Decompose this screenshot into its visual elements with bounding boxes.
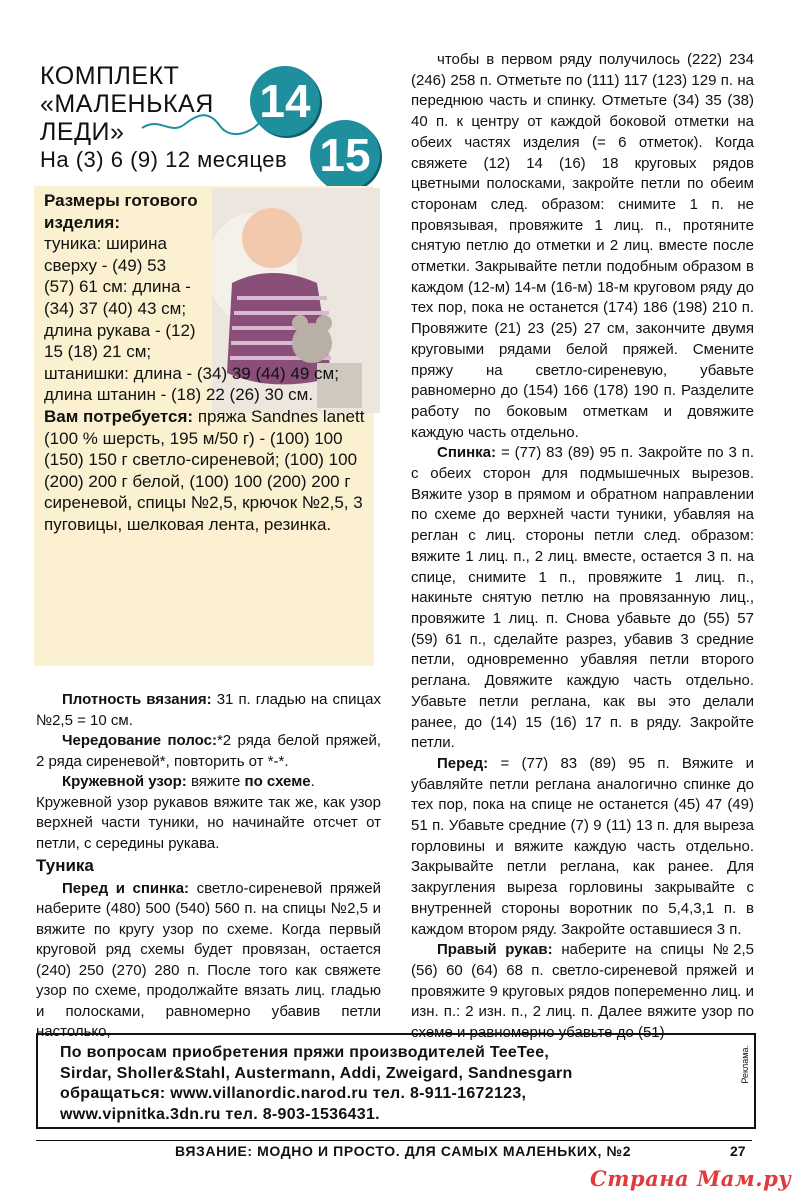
ad-line-2: Sirdar, Sholler&Stahl, Austermann, Addi, Zweigard, Sandnesgarn [60,1064,573,1082]
advertisement-text [60,1043,720,1125]
lace-text-pre: вяжите [190,773,241,790]
sleeve-label: Правый рукав: [437,941,553,959]
materials-heading: Вам потребуется: [44,406,194,426]
pants-sizes: штанишки: длина - (34) 39 (44) 49 см; длина штанин - (18) 22 (26) 30 см. [44,363,339,405]
left-column [36,690,381,1043]
density-text: 31 п. гладью на спицах №2,5 = 10 см. [36,691,381,729]
lace-description: Кружевной узор рукавов вяжите так же, как узор верхней части туники, но начинайте отсчет от петли, с середины рукава. [36,793,381,852]
ad-line-4: www.vipnitka.3dn.ru тел. 8-903-1536431. [60,1105,380,1123]
lace-label: Кружевной узор: [62,773,187,790]
stripes-label: Чередование полос: [62,732,217,749]
back-label: Спинка: [437,444,497,462]
front-label: Перед: [437,754,489,772]
front-back-label: Перед и спинка: [62,879,190,897]
tunic-heading: Туника [36,856,94,875]
ad-label: Реклама. [740,1045,750,1084]
back-text: = (77) 83 (89) 95 п. Закройте по 3 п. с обеих сторон для подмышечных вырезов. Вяжите узор в прямом и обратном направлении по схеме до верхней части туники, убавляя на реглан с лиц. стороны петли след. образом: вяжите 1 лиц. п., 2 лиц. вместе, остается 3 п. на спице, снимите 1 п., провяжите 1 лиц. п., накиньте снятую петлю на провязанную лиц., провяжите 1 лиц. п. Снова убавьте до (55) 57 (59) 61 п., сделайте разрез, убавив 3 средние петли, одновременно убавляя петли второго реглана. Довяжите каждую часть отдельно. Убавьте петли реглана, как вы это делали ранее, до (14) 15 (16) 17 п. в ряду. Закройте петли. [411,444,754,752]
tunic-sizes: туника: ширина сверху - (49) 53 (57) 61 см: длина - (34) 37 (40) 43 см; длина рукава - (12) 15 (18) 21 см; [44,234,196,362]
sizes-and-materials [44,190,374,536]
ad-line-3: обращаться: www.villanordic.narod.ru тел. 8-911-1672123, [60,1085,527,1102]
front-text: = (77) 83 (89) 95 п. Вяжите и убавляйте петли реглана аналогично спинке до тех пор, пока на спице не останется (45) 47 (49) 51 п. Убавьте средние (7) 9 (11) 13 п. для выреза горловины и вяжите каждую часть отдельно. Закрывайте петли реглана, как ранее. Для закругления выреза горловины закрывайте с внутренней стороны воротник по 5,4,3,1 п. в каждом втором ряду. Закройте оставшиеся 3 п. [411,754,754,938]
title-subtitle: На (3) 6 (9) 12 месяцев [40,147,288,172]
lace-text-bold: по схеме [244,773,311,790]
pattern-number-badge: 14 [250,66,320,136]
stripes-text: *2 ряда белой пряжей, 2 ряда сиреневой*, повторить от *-*. [36,732,381,770]
footer-divider [36,1140,752,1141]
front-back-text: светло-сиреневой пряжей наберите (480) 500 (540) 560 п. на спицы №2,5 и вяжите по кругу узор по схеме. Когда первый круговой ряд схемы будет провязан, остается (240) 250 (270) 280 п. После того как свяжете узор по схеме, продолжайте вязать лиц. гладью и полосками, равномерно убавив петли настолько, [36,879,382,1040]
title-line-1: КОМПЛЕКТ [40,62,180,90]
density-label: Плотность вязания: [62,691,212,708]
advertisement-box [36,1033,756,1129]
ad-line-1: По вопросам приобретения пряжи производителей TeeTee, [60,1044,550,1061]
sleeve-text: наберите на спицы №2,5 (56) 60 (64) 68 п. светло-сиреневой пряжей и провяжите 9 круговых рядов попеременно лиц. и изн. п.: 2 изн. п., 2 лиц. п. Далее вяжите узор по схеме и равномерно убавьте до (51) [411,941,754,1042]
title-line-2: «МАЛЕНЬКАЯ [40,90,214,118]
pattern-number-badge: 15 [310,120,380,190]
title-line-3: ЛЕДИ» [40,118,125,146]
body-paragraph: чтобы в первом ряду получилось (222) 234 (246) 258 п. Отметьте по (111) 117 (123) 129 п. на переднюю часть и спинку. Отметьте (34) 35 (38) 40 п. к центру от каждой боковой отметки на обеих частях изделия (= 6 отметок). Когда свяжете (12) 14 (16) 18 круговых рядов цветными полосками, закройте петли по обеим сторонам след. образом: снимите 1 п. не провязывая, провяжите 1 лиц. п., протяните снятую петлю до отметки и 2 лиц. вместе после отметки. Закрывайте петли подобным образом в каждом (12-м) 14-м (16-м) 18-м круговом ряду до тех пор, пока не останется (174) 186 (198) 210 п. Провяжите (21) 23 (25) 27 см, закончите двумя круговыми рядами белой пряжей. Смените пряжу на светло-сиреневую, убавьте равномерно до (154) 166 (178) 190 п. Разделите работу по боковым отметкам и довяжите каждую часть отдельно. [411,51,754,441]
site-watermark: Страна Мам.ру [590,1166,792,1191]
sizes-heading: Размеры готового изделия: [44,191,198,232]
lace-text-end: . [310,773,315,790]
magazine-footer: ВЯЗАНИЕ: МОДНО И ПРОСТО. ДЛЯ САМЫХ МАЛЕНЬКИХ, №2 [175,1143,632,1159]
materials-text: пряжа Sandnes lanett (100 % шерсть, 195 м/50 г) - (100) 100 (150) 150 г светло-сиреневой; (100) 100 (200) 200 г белой, (100) 100 (200) 200 г сиреневой, спицы №2,5, крючок №2,5, 3 пуговицы, шелковая лента, резинка. [44,406,365,534]
right-column [411,50,754,1044]
page-number: 27 [730,1143,746,1159]
